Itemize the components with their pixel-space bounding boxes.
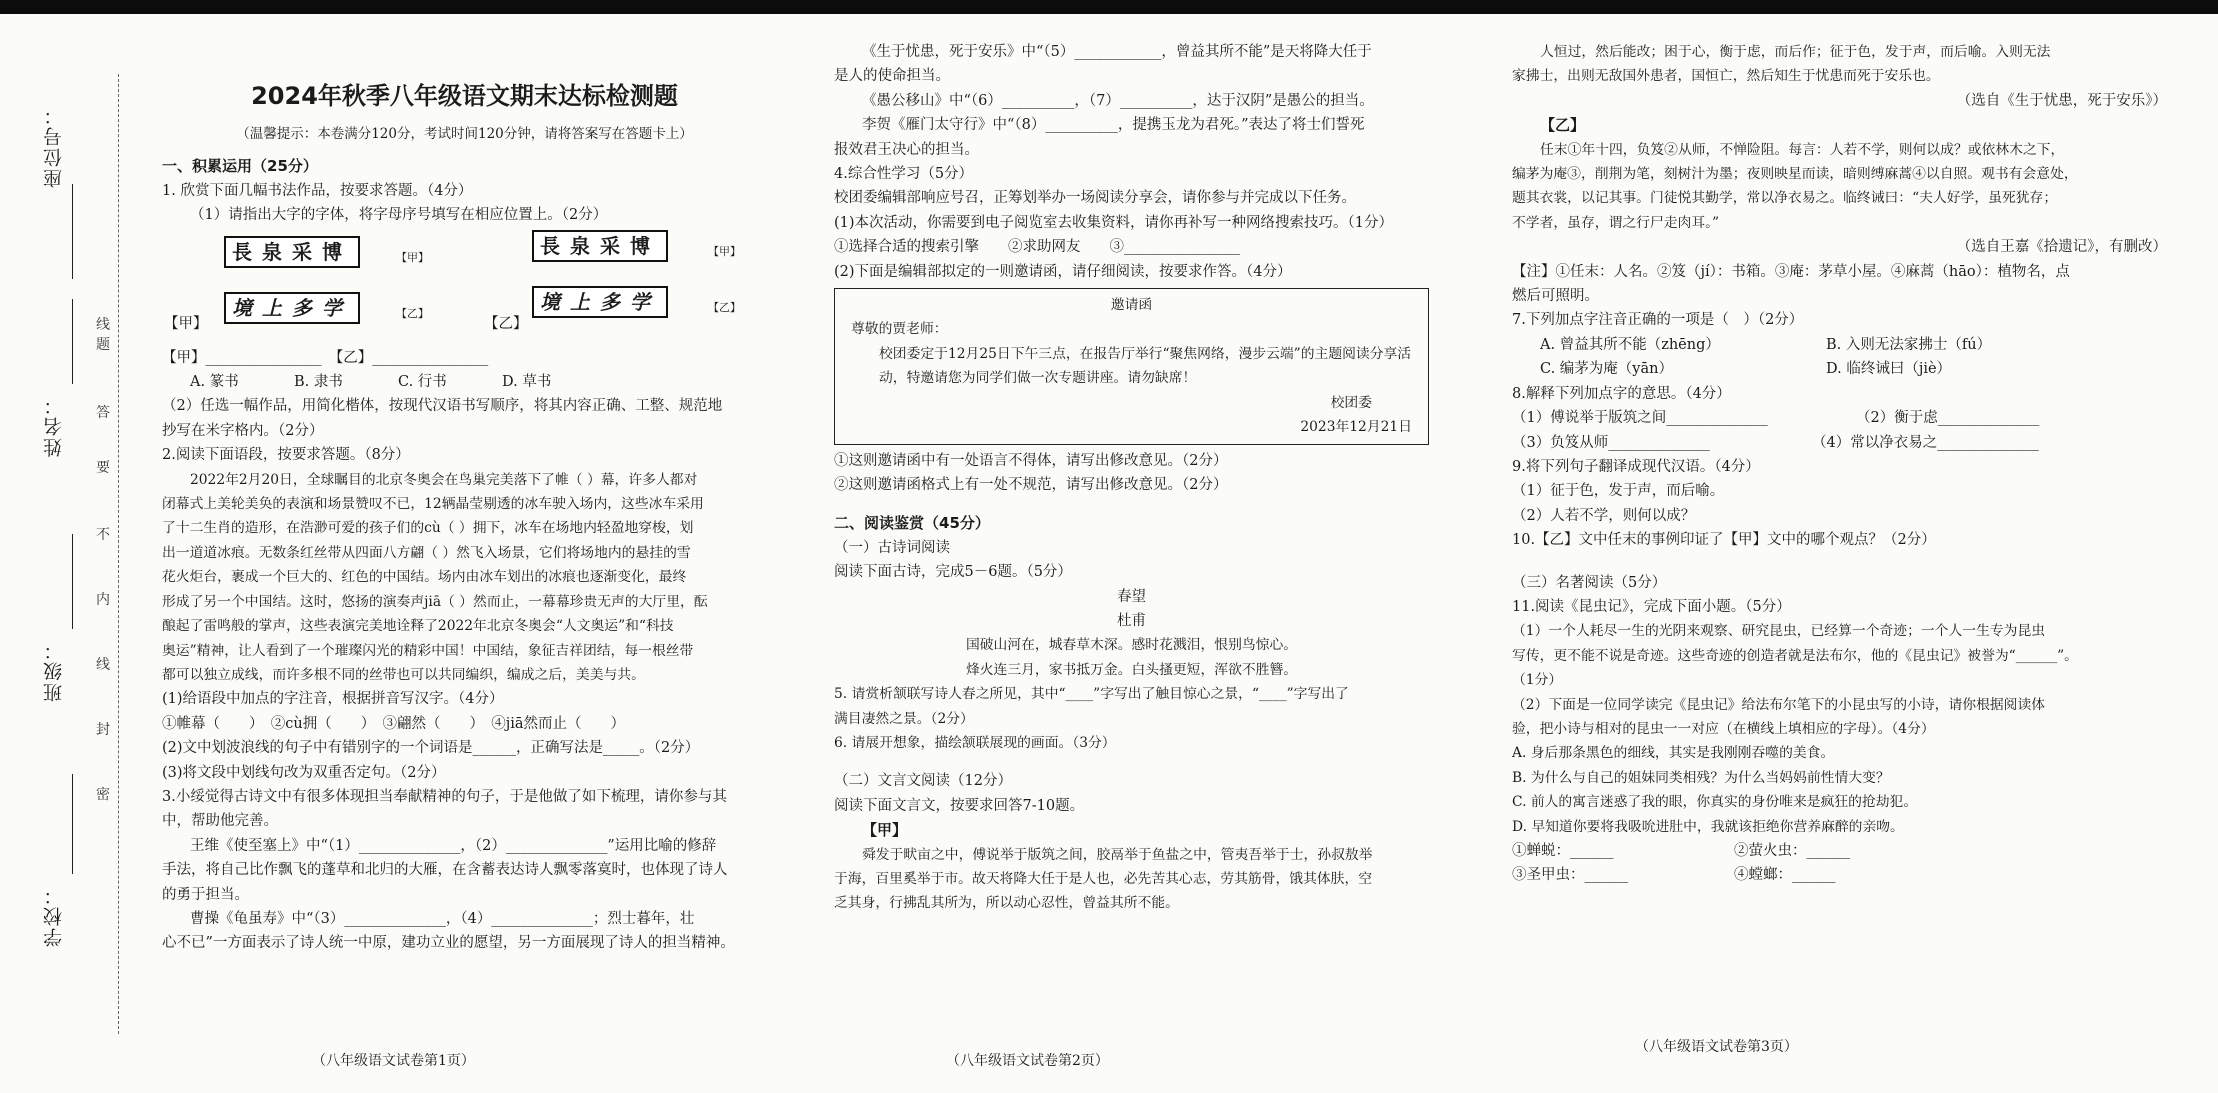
question-sub: （4）常以净衣易之______________	[1812, 434, 2039, 451]
option: A. 篆书	[190, 374, 239, 391]
text-label-yi: 【乙】	[1540, 116, 1586, 135]
option-row	[1512, 839, 2167, 863]
seal-char: 封	[96, 722, 110, 738]
question-line: （2）下面是一位同学读完《昆虫记》给法布尔笔下的小昆虫写的小诗，请你根据阅读体	[1512, 696, 2046, 713]
match-blank: ③圣甲虫：______	[1512, 867, 1628, 884]
option: A. 身后那条黑色的细线，其实是我刚刚吞噬的美食。	[1512, 745, 1835, 762]
poem-title: 春望	[1117, 588, 1146, 605]
spacer	[834, 497, 1429, 511]
invitation-letter-box	[834, 288, 1429, 444]
classical-text-line: 题其衣裳，以记其事。门徒悦其勤学，常以净衣易之。临终诫曰：“夫人好学，虽死犹存；	[1512, 190, 2058, 207]
question-sub: (3)将文段中划线句改为双重否定句。（2分）	[162, 764, 446, 781]
spacer	[834, 755, 1429, 769]
question-line: 校团委编辑部响应号召，正筹划举办一场阅读分享会，请你参与并完成以下任务。	[834, 190, 1356, 207]
passage-line: 了十二生肖的造形，在浩渺可爱的孩子们的cù（ ）拥下，冰车在场地内轻盈地穿梭，划	[162, 520, 694, 537]
figure-label-jia: 【甲】	[164, 315, 208, 332]
question-line: 心不已”一方面表示了诗人统一中原，建功立业的愿望，另一方面展现了诗人的担当精神。	[162, 935, 735, 952]
page-footer: （八年级语文试卷第2页）	[946, 1053, 1109, 1069]
question: 满目凄然之景。（2分）	[834, 710, 974, 727]
option-row	[1512, 431, 2167, 455]
reading-passage	[162, 468, 767, 688]
question-sub: （2）任选一幅作品，用简化楷体，按现代汉语书写顺序，将其内容正确、工整、规范地	[162, 398, 723, 415]
question-sub: (1)本次活动，你需要到电子阅览室去收集资料，请你再补写一种网络搜索技巧。（1分）	[834, 214, 1394, 231]
source-note: （选自王嘉《拾遗记》，有删改）	[1956, 239, 2167, 256]
question-sub: 抄写在米字格内。（2分）	[162, 422, 324, 439]
classical-text-line: 乏其身，行拂乱其所为，所以动心忍性，曾益其所不能。	[834, 895, 1179, 912]
option: D. 临终诫曰（jiè）	[1826, 361, 1952, 378]
classical-text-line: 任末①年十四，负笈②从师，不惮险阻。每言：人若不学，则何以成？或依林木之下，	[1540, 141, 2065, 158]
seal-char: 内	[96, 592, 110, 608]
invitation-date: 2023年12月21日	[1300, 419, 1412, 436]
seal-char: 密	[96, 787, 110, 803]
passage-line: 奥运”精神，让人看到了一个璀璨闪光的精彩中国！中国结，象征吉祥团结，每一根丝带	[162, 642, 694, 659]
passage-line: 都可以独立成线，而许多根不同的丝带也可以共同编织，编成之后，美美与共。	[162, 666, 645, 683]
question-sub: ①帷幕（ ） ②cù拥（ ） ③翩然（ ） ④jiā然而止（ ）	[162, 715, 625, 732]
question-line: 写传，更不能不说是奇迹。这些奇迹的创造者就是法布尔，他的《昆虫记》被誉为“______”。	[1512, 647, 2078, 664]
question-line: 的勇于担当。	[162, 886, 249, 903]
seal-char: 线	[96, 317, 110, 333]
question: 6. 请展开想象，描绘颔联展现的画面。（3分）	[834, 734, 1116, 751]
subsection-heading: （一）古诗词阅读	[834, 539, 950, 556]
option-row	[1512, 863, 2167, 887]
option: C. 行书	[398, 374, 447, 391]
option-row	[1512, 406, 2167, 430]
seal-char: 线	[96, 657, 110, 673]
image-tag: 【甲】	[708, 244, 741, 258]
option: C. 编茅为庵（yān）	[1540, 361, 1673, 378]
option-row	[1512, 357, 2167, 381]
passage-line: 酿起了雷鸣般的掌声，这些表演完美地诠释了2022年北京冬奥会“人文奥运”和“科技	[162, 618, 674, 635]
passage-line: 出一道道冰痕。无数条红丝带从四面八方翩（ ）然飞入场景，它们将场地内的悬挂的雪	[162, 544, 691, 561]
passage-line: 形成了另一个中国结。这时，悠扬的演奏声jiā（ ）然而止，一幕幕珍贵无声的大厅里，酝	[162, 593, 708, 610]
image-tag: 【乙】	[708, 300, 741, 314]
question: 1. 欣赏下面几幅书法作品，按要求答题。（4分）	[162, 182, 473, 199]
passage-line: 花火炬台，裹成一个巨大的、红色的中国结。场内由冰车划出的冰痕也逐渐变化，最终	[162, 569, 687, 586]
option: C. 前人的寓言迷惑了我的眼，你真实的身份唯来是疯狂的抢劫犯。	[1512, 794, 1918, 811]
option: D. 草书	[502, 374, 552, 391]
figure-label-yi: 【乙】	[484, 315, 528, 332]
page-subtitle: （温馨提示：本卷满分120分，考试时间120分钟，请将答案写在答题卡上）	[236, 126, 693, 142]
question-sub: ①选择合适的搜索引擎 ②求助网友 ③________________	[834, 239, 1240, 256]
school-label: 学校：	[43, 884, 65, 947]
question-sub: (2)文中划波浪线的句子中有错别字的一个词语是______，正确写法是_____。（2分）	[162, 740, 700, 757]
name-label: 姓名：	[43, 394, 65, 457]
question: 11.阅读《昆虫记》，完成下面小题。（5分）	[1512, 598, 1791, 615]
question-sub: (1)给语段中加点的字注音，根据拼音写汉字。（4分）	[162, 691, 504, 708]
binding-margin	[0, 14, 155, 1093]
question-sub: ②这则邀请函格式上有一处不规范，请写出修改意见。（2分）	[834, 476, 1228, 493]
classical-text-line: 于海，百里奚举于市。故天将降大任于是人也，必先苦其心志，劳其筋骨，饿其体肤，空	[834, 871, 1373, 887]
page-footer: （八年级语文试卷第1页）	[312, 1053, 475, 1069]
section-heading: 二、阅读鉴赏（45分）	[834, 514, 990, 533]
option: D. 早知道你要将我吸吮进肚中，我就该拒绝你营养麻醉的亲吻。	[1512, 818, 1904, 835]
question-sub: （2）衡于虑______________	[1856, 410, 2040, 427]
option: B. 隶书	[294, 374, 343, 391]
question: 10.【乙】文中任末的事例印证了【甲】文中的哪个观点？（2分）	[1512, 532, 1936, 549]
question-line: 《生于忧患，死于安乐》中“（5）____________，曾益其所不能”是天将降大任于	[862, 44, 1372, 60]
question-sub: ①这则邀请函中有一处语言不得体，请写出修改意见。（2分）	[834, 452, 1228, 469]
image-tag: 【甲】	[396, 250, 429, 264]
exam-page-3	[1512, 40, 2167, 888]
question: 中，帮助他完善。	[162, 813, 278, 830]
scan-top-edge	[0, 0, 2218, 14]
annotation: 【注】①任末：人名。②笈（jí）：书箱。③庵：茅草小屋。④麻蒿（hāo）：植物名，点	[1512, 263, 2070, 280]
answer-blanks: 【甲】________________ 【乙】________________	[162, 349, 489, 366]
seat-number-field[interactable]	[72, 184, 73, 279]
image-tag: 【乙】	[396, 306, 429, 320]
class-field[interactable]	[72, 534, 73, 629]
question-line: 《愚公移山》中“（6）__________，（7）__________，达于汉阴”是愚公的担当。	[862, 92, 1374, 109]
question-line: 阅读下面古诗，完成5－6题。（5分）	[834, 564, 1072, 581]
question-sub: （1）傅说举于版筑之间______________	[1512, 410, 1768, 427]
page-title: 2024年秋季八年级语文期末达标检测题	[251, 82, 678, 110]
question-line: 报效君王决心的担当。	[834, 141, 979, 158]
question: 8.解释下列加点字的意思。（4分）	[1512, 385, 1731, 402]
question-line: 手法，将自己比作飘飞的蓬草和北归的大雁，在含蓄表达诗人飘零落寞时，也体现了诗人	[162, 862, 728, 879]
seal-char: 题	[96, 337, 110, 353]
calligraphy-image-2: 境上多学	[224, 292, 360, 324]
classical-text-line: 家拂士，出则无敌国外患者，国恒亡，然后知生于忧患而死于安乐也。	[1512, 68, 1940, 85]
question-sub: （3）负笈从师______________	[1512, 434, 1710, 451]
question-line: 验，把小诗与相对的昆虫一一对应（在横线上填相应的字母）。（4分）	[1512, 720, 1935, 737]
option: A. 曾益其所不能（zhēng）	[1540, 336, 1720, 353]
classical-text-line: 舜发于畎亩之中，傅说举于版筑之间，胶鬲举于鱼盐之中，管夷吾举于士，孙叔敖举	[862, 846, 1373, 863]
school-field[interactable]	[72, 774, 73, 874]
section-heading: 一、积累运用（25分）	[162, 157, 318, 176]
spacer	[1512, 553, 2167, 571]
subsection-heading: （三）名著阅读（5分）	[1512, 574, 1667, 591]
classical-text-line: 不学者，虽存，谓之行尸走肉耳。”	[1512, 214, 1720, 231]
question-line: （1分）	[1512, 672, 1563, 689]
question-line: 阅读下面文言文，按要求回答7-10题。	[834, 797, 1085, 814]
seal-char: 不	[96, 527, 110, 543]
calligraphy-image-3: 長泉采博	[532, 230, 668, 262]
seal-char: 要	[96, 460, 110, 476]
question-line: 李贺《雁门太守行》中“（8）__________，提携玉龙为君死。”表达了将士们誓死	[862, 117, 1365, 134]
classical-text-line: 人恒过，然后能改；困于心，衡于虑，而后作；征于色，发于声，而后喻。入则无法	[1540, 44, 2051, 60]
match-blank: ②萤火虫：______	[1734, 843, 1850, 859]
question-sub: (2)下面是编辑部拟定的一则邀请函，请仔细阅读，按要求作答。（4分）	[834, 263, 1292, 280]
match-blank: ④螳螂：______	[1734, 867, 1836, 884]
question-line: 王维《使至塞上》中“（1）______________，（2）______________”运用比喻的修辞	[190, 837, 717, 854]
question-line: 是人的使命担当。	[834, 68, 950, 85]
page-footer: （八年级语文试卷第3页）	[1635, 1039, 1798, 1055]
text-label-jia: 【甲】	[862, 821, 908, 840]
invitation-body: 校团委定于12月25日下午三点，在报告厅举行“聚焦网络，漫步云端”的主题阅读分享活动，特邀请您为同学们做一次专题讲座。请勿缺席！	[879, 345, 1412, 387]
subsection-heading: （二）文言文阅读（12分）	[834, 773, 1012, 790]
question: 9.将下列句子翻译成现代汉语。（4分）	[1512, 458, 1760, 475]
question: 5. 请赏析颔联写诗人春之所见，其中“____”字写出了触目惊心之景，“____”字写出了	[834, 686, 1349, 703]
invitation-signature: 校团委	[1330, 394, 1372, 411]
calligraphy-image-1: 長泉采博	[224, 236, 360, 268]
passage-line: 闭幕式上美轮美奂的表演和场景赞叹不已，12辆晶莹剔透的冰车驶入场内，这些冰车采用	[162, 496, 704, 513]
match-blank: ①蝉蜕：______	[1512, 843, 1614, 859]
class-label: 班级：	[43, 639, 65, 702]
question-sub: （2）人若不学，则何以成？	[1512, 507, 1696, 524]
question-line: 曹操《龟虽寿》中“（3）______________，（4）______________；烈士暮年，壮	[190, 910, 695, 927]
invitation-greeting: 尊敬的贾老师：	[851, 321, 948, 338]
name-field[interactable]	[72, 299, 73, 384]
exam-page-2	[834, 40, 1429, 916]
invitation-title: 邀请函	[1110, 297, 1153, 314]
passage-line: 2022年2月20日，全球瞩目的北京冬奥会在鸟巢完美落下了帷（ ）幕，许多人都对	[190, 471, 698, 488]
question: 3.小绥觉得古诗文中有很多体现担当奉献精神的句子，于是他做了如下梳理，请你参与其	[162, 788, 727, 805]
seal-dashed-line	[118, 74, 119, 1034]
option: B. 入则无法家拂士（fú）	[1826, 336, 1992, 353]
seat-number-label: 座位号：	[43, 104, 65, 188]
option-row	[1512, 333, 2167, 357]
question-sub: （1）请指出大字的字体，将字母序号填写在相应位置上。（2分）	[190, 207, 608, 224]
option-row	[162, 370, 767, 394]
exam-page-1	[162, 40, 767, 956]
source-note: （选自《生于忧患，死于安乐》）	[1956, 92, 2167, 109]
question-line: （1）一个人耗尽一生的光阴来观察、研究昆虫，已经算一个奇迹；一个人一生专为昆虫	[1512, 623, 2046, 640]
question: 2.阅读下面语段，按要求答题。（8分）	[162, 447, 410, 464]
question: 7.下列加点字注音正确的一项是（ ）（2分）	[1512, 312, 1804, 329]
question-sub: （1）征于色，发于声，而后喻。	[1512, 483, 1725, 500]
calligraphy-figure	[162, 230, 767, 340]
poem-line: 烽火连三月，家书抵万金。白头搔更短，浑欲不胜簪。	[965, 661, 1298, 678]
poem-author: 杜甫	[1117, 612, 1146, 629]
classical-text-line: 编茅为庵③，削荆为笔，刻树汁为墨；夜则映星而读，暗则缚麻蒿④以自照。观书有会意处，	[1512, 166, 2078, 183]
seal-char: 答	[96, 405, 110, 421]
calligraphy-image-4: 境上多学	[532, 286, 668, 318]
question: 4.综合性学习（5分）	[834, 166, 974, 183]
option: B. 为什么与自己的姐妹同类相残？为什么当妈妈前性情大变？	[1512, 769, 1890, 786]
annotation: 燃后可照明。	[1512, 288, 1599, 305]
poem-line: 国破山河在，城春草木深。感时花溅泪，恨别鸟惊心。	[965, 637, 1298, 654]
